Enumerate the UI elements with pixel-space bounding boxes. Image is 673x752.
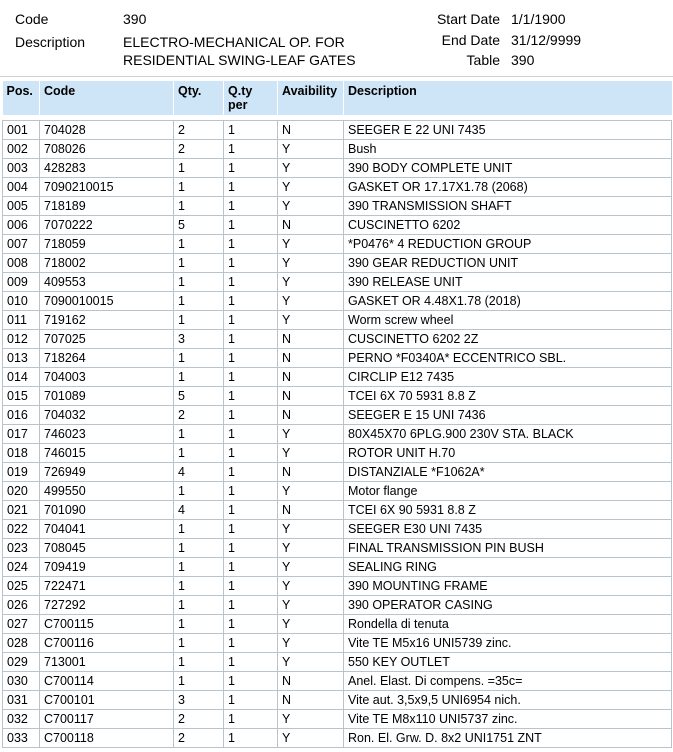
cell-code: 746023 [40, 424, 174, 443]
cell-qty-per: 1 [224, 652, 278, 671]
cell-pos: 031 [3, 690, 40, 709]
cell-description: 390 RELEASE UNIT [344, 272, 672, 291]
cell-availability: N [278, 367, 344, 386]
cell-qty-per: 1 [224, 728, 278, 747]
cell-code: 718264 [40, 348, 174, 367]
cell-description: Vite TE M5x16 UNI5739 zinc. [344, 633, 672, 652]
cell-qty: 1 [174, 253, 224, 272]
cell-qty-per: 1 [224, 424, 278, 443]
cell-code: 727292 [40, 595, 174, 614]
cell-pos: 012 [3, 329, 40, 348]
cell-qty: 1 [174, 671, 224, 690]
cell-description: GASKET OR 17.17X1.78 (2068) [344, 177, 672, 196]
cell-description: 390 TRANSMISSION SHAFT [344, 196, 672, 215]
cell-pos: 024 [3, 557, 40, 576]
cell-pos: 009 [3, 272, 40, 291]
cell-code: 409553 [40, 272, 174, 291]
cell-availability: Y [278, 253, 344, 272]
cell-description: Ron. El. Grw. D. 8x2 UNI1751 ZNT [344, 728, 672, 747]
cell-availability: Y [278, 557, 344, 576]
cell-pos: 023 [3, 538, 40, 557]
cell-description: ROTOR UNIT H.70 [344, 443, 672, 462]
cell-description: 390 GEAR REDUCTION UNIT [344, 253, 672, 272]
cell-availability: Y [278, 310, 344, 329]
cell-description: Worm screw wheel [344, 310, 672, 329]
cell-code: 718002 [40, 253, 174, 272]
qty-per-line-1: Q.ty [228, 84, 253, 98]
cell-qty: 1 [174, 272, 224, 291]
cell-qty: 1 [174, 443, 224, 462]
cell-code: C700118 [40, 728, 174, 747]
cell-qty-per: 1 [224, 671, 278, 690]
cell-pos: 026 [3, 595, 40, 614]
cell-code: 709419 [40, 557, 174, 576]
cell-description: SEALING RING [344, 557, 672, 576]
cell-pos: 008 [3, 253, 40, 272]
description-line-1: ELECTRO-MECHANICAL OP. FOR [123, 34, 345, 50]
cell-qty: 1 [174, 557, 224, 576]
cell-qty: 4 [174, 462, 224, 481]
cell-availability: Y [278, 139, 344, 158]
cell-code: 499550 [40, 481, 174, 500]
cell-qty: 1 [174, 177, 224, 196]
cell-code: 7090210015 [40, 177, 174, 196]
cell-qty: 1 [174, 614, 224, 633]
cell-pos: 014 [3, 367, 40, 386]
table-row [3, 614, 672, 633]
cell-qty: 2 [174, 139, 224, 158]
cell-pos: 033 [3, 728, 40, 747]
table-row [3, 557, 672, 576]
cell-qty-per: 1 [224, 177, 278, 196]
cell-qty: 1 [174, 595, 224, 614]
cell-code: 704032 [40, 405, 174, 424]
cell-pos: 015 [3, 386, 40, 405]
table-row [3, 443, 672, 462]
cell-qty: 1 [174, 652, 224, 671]
cell-qty: 4 [174, 500, 224, 519]
table-label: Table [466, 52, 500, 68]
cell-qty-per: 1 [224, 500, 278, 519]
cell-description: CUSCINETTO 6202 [344, 215, 672, 234]
cell-pos: 001 [3, 120, 40, 139]
cell-code: 708045 [40, 538, 174, 557]
cell-code: 718059 [40, 234, 174, 253]
cell-qty-per: 1 [224, 614, 278, 633]
cell-description: Motor flange [344, 481, 672, 500]
table-row [3, 481, 672, 500]
cell-pos: 029 [3, 652, 40, 671]
cell-description: TCEI 6X 70 5931 8.8 Z [344, 386, 672, 405]
cell-pos: 003 [3, 158, 40, 177]
cell-description: Bush [344, 139, 672, 158]
cell-code: 704003 [40, 367, 174, 386]
cell-code: 7070222 [40, 215, 174, 234]
cell-description: PERNO *F0340A* ECCENTRICO SBL. [344, 348, 672, 367]
table-row [3, 500, 672, 519]
cell-qty-per: 1 [224, 120, 278, 139]
cell-code: 726949 [40, 462, 174, 481]
table-header-row [3, 81, 672, 115]
table-row [3, 386, 672, 405]
table-row [3, 291, 672, 310]
code-value: 390 [123, 11, 147, 27]
cell-code: 746015 [40, 443, 174, 462]
cell-description: CIRCLIP E12 7435 [344, 367, 672, 386]
cell-availability: Y [278, 272, 344, 291]
cell-description: Vite TE M8x110 UNI5737 zinc. [344, 709, 672, 728]
cell-qty: 2 [174, 709, 224, 728]
cell-description: FINAL TRANSMISSION PIN BUSH [344, 538, 672, 557]
cell-code: 7090010015 [40, 291, 174, 310]
table-row [3, 671, 672, 690]
table-row [3, 158, 672, 177]
cell-pos: 025 [3, 576, 40, 595]
cell-code: C700117 [40, 709, 174, 728]
cell-code: 719162 [40, 310, 174, 329]
cell-availability: Y [278, 443, 344, 462]
cell-availability: Y [278, 424, 344, 443]
cell-description: Vite aut. 3,5x9,5 UNI6954 nich. [344, 690, 672, 709]
cell-description: 390 BODY COMPLETE UNIT [344, 158, 672, 177]
column-header-pos: Pos. [3, 81, 40, 115]
cell-qty: 1 [174, 310, 224, 329]
cell-description: DISTANZIALE *F1062A* [344, 462, 672, 481]
cell-code: C700115 [40, 614, 174, 633]
cell-qty: 1 [174, 196, 224, 215]
cell-availability: N [278, 405, 344, 424]
cell-code: 701090 [40, 500, 174, 519]
cell-description: GASKET OR 4.48X1.78 (2018) [344, 291, 672, 310]
cell-availability: Y [278, 196, 344, 215]
cell-pos: 004 [3, 177, 40, 196]
cell-qty-per: 1 [224, 310, 278, 329]
table-row [3, 177, 672, 196]
table-body [3, 115, 672, 747]
cell-code: C700101 [40, 690, 174, 709]
cell-description: *P0476* 4 REDUCTION GROUP [344, 234, 672, 253]
cell-availability: Y [278, 234, 344, 253]
cell-qty-per: 1 [224, 519, 278, 538]
cell-description: SEEGER E 22 UNI 7435 [344, 120, 672, 139]
cell-availability: N [278, 690, 344, 709]
cell-availability: Y [278, 481, 344, 500]
column-header-description: Description [344, 81, 672, 115]
cell-availability: N [278, 462, 344, 481]
cell-qty: 1 [174, 291, 224, 310]
cell-pos: 002 [3, 139, 40, 158]
cell-qty: 1 [174, 234, 224, 253]
table-row [3, 462, 672, 481]
cell-description: CUSCINETTO 6202 2Z [344, 329, 672, 348]
cell-qty-per: 1 [224, 329, 278, 348]
cell-availability: Y [278, 158, 344, 177]
cell-availability: Y [278, 538, 344, 557]
cell-description: Rondella di tenuta [344, 614, 672, 633]
table-row [3, 424, 672, 443]
cell-qty-per: 1 [224, 253, 278, 272]
cell-pos: 028 [3, 633, 40, 652]
cell-qty-per: 1 [224, 139, 278, 158]
cell-pos: 007 [3, 234, 40, 253]
cell-qty-per: 1 [224, 291, 278, 310]
cell-qty-per: 1 [224, 576, 278, 595]
table-row [3, 272, 672, 291]
cell-pos: 027 [3, 614, 40, 633]
end-date-label: End Date [441, 32, 500, 48]
cell-qty-per: 1 [224, 443, 278, 462]
cell-description: Anel. Elast. Di compens. =35c= [344, 671, 672, 690]
table-row [3, 120, 672, 139]
cell-availability: Y [278, 709, 344, 728]
cell-availability: N [278, 120, 344, 139]
cell-code: 708026 [40, 139, 174, 158]
cell-qty: 1 [174, 424, 224, 443]
cell-qty-per: 1 [224, 462, 278, 481]
cell-qty-per: 1 [224, 272, 278, 291]
cell-code: 718189 [40, 196, 174, 215]
cell-availability: N [278, 329, 344, 348]
cell-qty: 1 [174, 348, 224, 367]
cell-availability: Y [278, 728, 344, 747]
table-row [3, 367, 672, 386]
cell-availability: Y [278, 595, 344, 614]
table-row [3, 348, 672, 367]
description-label: Description [15, 34, 86, 50]
cell-description: SEEGER E 15 UNI 7436 [344, 405, 672, 424]
cell-code: 722471 [40, 576, 174, 595]
cell-qty-per: 1 [224, 690, 278, 709]
end-date-value: 31/12/9999 [511, 32, 582, 48]
cell-description: 390 MOUNTING FRAME [344, 576, 672, 595]
table-row [3, 690, 672, 709]
cell-availability: Y [278, 576, 344, 595]
cell-qty-per: 1 [224, 158, 278, 177]
cell-qty-per: 1 [224, 215, 278, 234]
header-divider [0, 76, 673, 77]
cell-code: 704028 [40, 120, 174, 139]
cell-code: C700116 [40, 633, 174, 652]
table-row [3, 538, 672, 557]
cell-availability: Y [278, 291, 344, 310]
cell-code: C700114 [40, 671, 174, 690]
cell-description: 80X45X70 6PLG.900 230V STA. BLACK [344, 424, 672, 443]
table-row [3, 139, 672, 158]
table-row [3, 310, 672, 329]
cell-pos: 032 [3, 709, 40, 728]
cell-qty: 1 [174, 576, 224, 595]
table-row [3, 253, 672, 272]
table-row [3, 405, 672, 424]
cell-description: 550 KEY OUTLET [344, 652, 672, 671]
cell-qty-per: 1 [224, 633, 278, 652]
cell-qty: 1 [174, 481, 224, 500]
cell-pos: 030 [3, 671, 40, 690]
table-row [3, 519, 672, 538]
cell-availability: N [278, 348, 344, 367]
column-header-qty-per [224, 81, 278, 115]
cell-qty-per: 1 [224, 595, 278, 614]
cell-availability: N [278, 386, 344, 405]
table-row [3, 652, 672, 671]
cell-qty-per: 1 [224, 234, 278, 253]
table-row [3, 633, 672, 652]
cell-code: 428283 [40, 158, 174, 177]
cell-pos: 005 [3, 196, 40, 215]
column-header-availability: Avaibility [278, 81, 344, 115]
cell-qty: 1 [174, 367, 224, 386]
cell-pos: 011 [3, 310, 40, 329]
cell-qty: 5 [174, 215, 224, 234]
table-row [3, 329, 672, 348]
table-row [3, 576, 672, 595]
description-line-2: RESIDENTIAL SWING-LEAF GATES [123, 52, 356, 68]
table-row [3, 709, 672, 728]
cell-qty: 3 [174, 329, 224, 348]
cell-availability: Y [278, 177, 344, 196]
table-row [3, 728, 672, 747]
cell-qty: 2 [174, 728, 224, 747]
table-row [3, 196, 672, 215]
cell-pos: 010 [3, 291, 40, 310]
cell-qty-per: 1 [224, 481, 278, 500]
cell-qty: 2 [174, 120, 224, 139]
cell-description: TCEI 6X 90 5931 8.8 Z [344, 500, 672, 519]
parts-table [2, 81, 672, 748]
table-row [3, 234, 672, 253]
cell-qty-per: 1 [224, 386, 278, 405]
cell-code: 713001 [40, 652, 174, 671]
cell-qty: 1 [174, 538, 224, 557]
cell-availability: N [278, 671, 344, 690]
cell-qty: 2 [174, 405, 224, 424]
cell-code: 707025 [40, 329, 174, 348]
cell-qty-per: 1 [224, 538, 278, 557]
table-row [3, 215, 672, 234]
cell-pos: 020 [3, 481, 40, 500]
cell-availability: Y [278, 614, 344, 633]
cell-pos: 021 [3, 500, 40, 519]
start-date-value: 1/1/1900 [511, 11, 566, 27]
start-date-label: Start Date [436, 11, 500, 27]
cell-qty: 1 [174, 158, 224, 177]
cell-qty: 5 [174, 386, 224, 405]
cell-pos: 018 [3, 443, 40, 462]
cell-pos: 006 [3, 215, 40, 234]
column-header-qty: Qty. [174, 81, 224, 115]
cell-availability: N [278, 215, 344, 234]
cell-qty-per: 1 [224, 196, 278, 215]
cell-availability: Y [278, 519, 344, 538]
qty-per-line-2: per [228, 98, 248, 112]
cell-qty-per: 1 [224, 709, 278, 728]
cell-availability: Y [278, 633, 344, 652]
cell-description: SEEGER E30 UNI 7435 [344, 519, 672, 538]
cell-qty: 1 [174, 519, 224, 538]
table-row [3, 595, 672, 614]
table-value: 390 [511, 52, 535, 68]
cell-qty-per: 1 [224, 405, 278, 424]
cell-availability: N [278, 500, 344, 519]
cell-code: 701089 [40, 386, 174, 405]
cell-pos: 013 [3, 348, 40, 367]
cell-qty-per: 1 [224, 348, 278, 367]
cell-qty-per: 1 [224, 367, 278, 386]
cell-description: 390 OPERATOR CASING [344, 595, 672, 614]
cell-pos: 016 [3, 405, 40, 424]
code-label: Code [15, 11, 49, 27]
cell-qty: 3 [174, 690, 224, 709]
cell-code: 704041 [40, 519, 174, 538]
cell-pos: 019 [3, 462, 40, 481]
column-header-code: Code [40, 81, 174, 115]
cell-pos: 022 [3, 519, 40, 538]
cell-pos: 017 [3, 424, 40, 443]
cell-qty-per: 1 [224, 557, 278, 576]
cell-qty: 1 [174, 633, 224, 652]
cell-availability: Y [278, 652, 344, 671]
